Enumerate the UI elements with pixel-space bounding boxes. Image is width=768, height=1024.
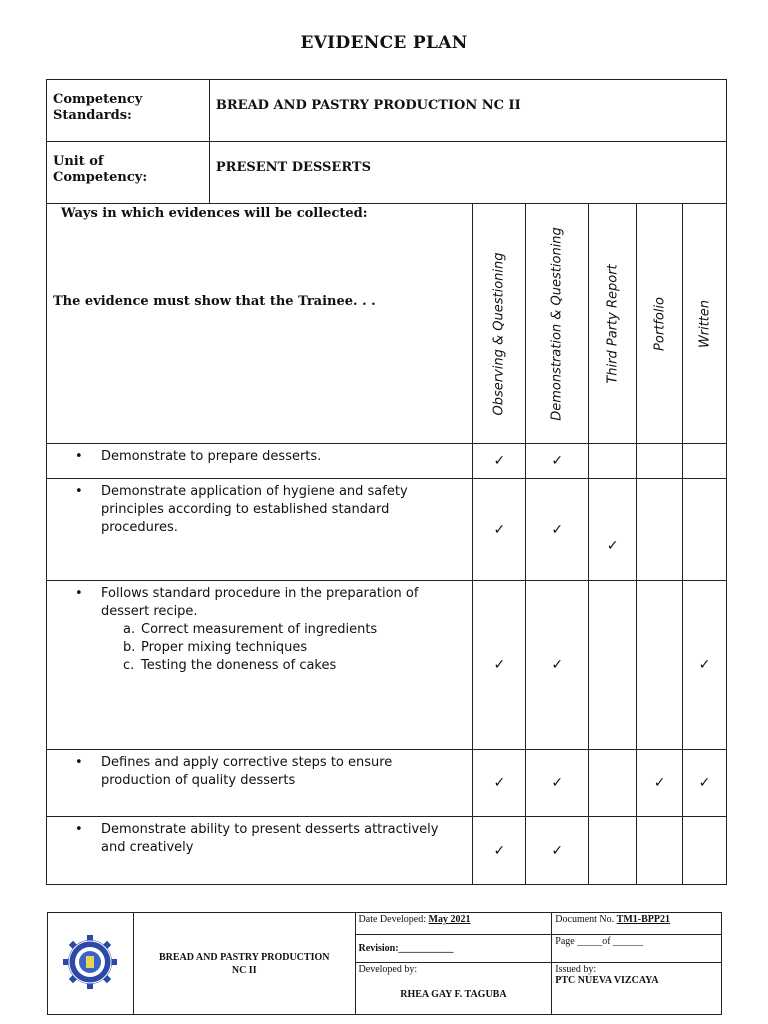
sub-item: b. Proper mixing techniques (123, 640, 308, 655)
criteria-row (47, 750, 727, 817)
method-header-demonstration: Demonstration & Questioning (526, 204, 589, 444)
check-cell (589, 444, 637, 479)
check-cell (683, 750, 727, 817)
check-icon: ✓ (698, 657, 711, 673)
evidence-text: The evidence must show that the Trainee. . . (53, 294, 376, 309)
check-icon: ✓ (698, 775, 711, 791)
document-footer (47, 912, 722, 1015)
check-icon: ✓ (551, 453, 564, 469)
check-cell (637, 479, 683, 581)
date-developed: Date Developed: May 2021 (355, 913, 552, 935)
page-title: EVIDENCE PLAN (300, 33, 468, 53)
check-cell (683, 479, 727, 581)
check-cell (589, 817, 637, 885)
competency-standards-value: BREAD AND PASTRY PRODUCTION NC II (209, 80, 726, 142)
program-name: BREAD AND PASTRY PRODUCTION NC II (133, 913, 355, 1015)
criterion-text: • Demonstrate application of hygiene and safety principles according to established standard procedures. (47, 479, 473, 581)
unit-of-competency-label: Unit of Competency: (47, 142, 210, 204)
check-icon: ✓ (551, 842, 564, 859)
check-icon: ✓ (551, 521, 564, 538)
logo-cell (48, 913, 134, 1015)
check-icon: ✓ (493, 657, 506, 673)
check-cell (526, 581, 589, 750)
check-cell (473, 581, 526, 750)
revision: Revision:___________ (355, 935, 552, 963)
check-cell (589, 581, 637, 750)
check-cell (637, 750, 683, 817)
tesda-logo-icon (60, 932, 120, 992)
check-cell (589, 479, 637, 581)
criteria-row (47, 581, 727, 750)
developed-by: Developed by: RHEA GAY F. TAGUBA (355, 963, 552, 1015)
check-icon: ✓ (606, 537, 619, 554)
document-no: Document No. TM1-BPP21 (552, 913, 722, 935)
page-number: Page _____of ______ (552, 935, 722, 963)
check-cell (473, 479, 526, 581)
check-cell (683, 444, 727, 479)
check-icon: ✓ (493, 521, 506, 538)
criteria-row (47, 817, 727, 885)
check-cell (473, 750, 526, 817)
check-cell (473, 444, 526, 479)
criterion-text: • Demonstrate ability to present desserts attractively and creatively (47, 817, 473, 885)
criteria-row (47, 444, 727, 479)
check-cell (637, 581, 683, 750)
criterion-text: • Defines and apply corrective steps to ensure production of quality desserts (47, 750, 473, 817)
check-icon: ✓ (493, 775, 506, 791)
check-cell (637, 444, 683, 479)
ways-header-cell (47, 204, 473, 444)
check-cell (526, 817, 589, 885)
check-icon: ✓ (493, 842, 506, 859)
method-header-observing: Observing & Questioning (473, 204, 526, 444)
sub-item: a. Correct measurement of ingredients (123, 622, 378, 637)
check-icon: ✓ (551, 657, 564, 673)
ways-text: Ways in which evidences will be collected: (61, 206, 368, 221)
check-icon: ✓ (653, 775, 666, 791)
evidence-plan-table (46, 79, 727, 885)
method-header-written: Written (683, 204, 727, 444)
check-cell (473, 817, 526, 885)
criterion-text: • Follows standard procedure in the preparation of dessert recipe. a. Correct measurement of ingredients b. Proper mixing techniques c. Testing the doneness of cakes (47, 581, 473, 750)
competency-standards-label: Competency Standards: (47, 80, 210, 142)
check-icon: ✓ (551, 775, 564, 791)
method-header-third-party: Third Party Report (589, 204, 637, 444)
check-cell (637, 817, 683, 885)
criterion-text: • Demonstrate to prepare desserts. (47, 444, 473, 479)
check-cell (526, 444, 589, 479)
check-cell (526, 750, 589, 817)
unit-of-competency-value: PRESENT DESSERTS (209, 142, 726, 204)
method-header-portfolio: Portfolio (637, 204, 683, 444)
issued-by: Issued by: PTC NUEVA VIZCAYA (552, 963, 722, 1015)
check-cell (683, 581, 727, 750)
sub-item: c. Testing the doneness of cakes (123, 658, 337, 673)
check-cell (683, 817, 727, 885)
check-cell (526, 479, 589, 581)
check-icon: ✓ (493, 453, 506, 469)
check-cell (589, 750, 637, 817)
criteria-row (47, 479, 727, 581)
